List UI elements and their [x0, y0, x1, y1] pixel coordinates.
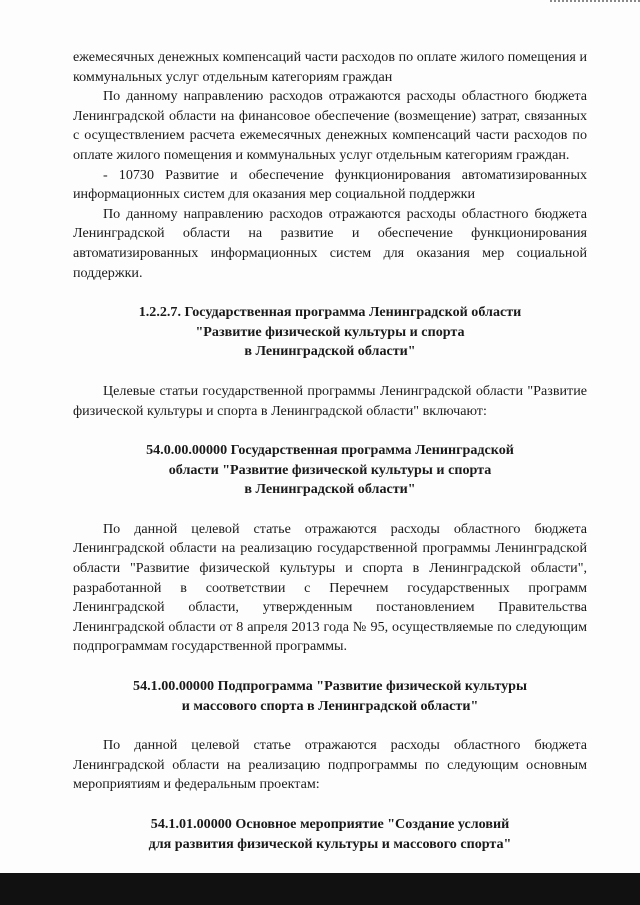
article-heading-54-0 — [73, 441, 587, 500]
heading-line: 54.1.01.00000 Основное мероприятие "Создание условий — [150, 816, 510, 832]
heading-line: 54.1.00.00000 Подпрограмма "Развитие физической культуры — [133, 678, 527, 695]
heading-line: в Ленинградской области" — [244, 481, 416, 498]
heading-line: 54.0.00.00000 Государственная программа Ленинградской — [146, 442, 514, 459]
article-heading-54-1-01 — [73, 815, 587, 854]
paragraph-direction-10730-description: По данному направлению расходов отражаются расходы областного бюджета Ленинградской области на развитие и обеспечение функционирования автоматизированных информационных систем для оказания мер социальной поддержки. — [73, 205, 587, 281]
paragraph-direction-description: По данному направлению расходов отражаются расходы областного бюджета Ленинградской области на финансовое обеспечение (возмещение) затрат, связанных с осуществлением расчета ежемесячных денежных компенсаций части расходов по оплате жилого помещения и коммунальных услуг отдельным категориям граждан. — [73, 88, 587, 163]
paragraph-continuation: ежемесячных денежных компенсаций части расходов по оплате жилого помещения и коммунальных услуг отдельным категориям граждан — [73, 49, 587, 85]
paragraph-direction-10730: - 10730 Развитие и обеспечение функционирования автоматизированных информационных систем для оказания мер социальной поддержки — [73, 166, 587, 203]
section-heading-1-2-2-7 — [73, 303, 587, 362]
scan-artifact-top — [550, 0, 640, 5]
article-text-54-0: По данной целевой статье отражаются расходы областного бюджета Ленинградской области на реализацию государственной программы Ленинградской области "Развитие физической культуры и спорта в Ленинградской области", разработанной в соответствии с Перечнем государственных программ Ленинградской области, утвержденным постановлением Правительства Ленинградской области от 8 апреля 2013 года № 95, осуществляемые по следующим подпрограммам государственной программы. — [73, 520, 587, 655]
heading-line: 1.2.2.7. Государственная программа Ленинградской области — [138, 304, 522, 321]
document-body — [73, 48, 587, 892]
heading-line: области "Развитие физической культуры и спорта — [168, 461, 492, 478]
article-heading-54-1 — [73, 677, 587, 716]
heading-line: "Развитие физической культуры и спорта — [195, 323, 465, 340]
article-text-54-1: По данной целевой статье отражаются расходы областного бюджета Ленинградской области на реализацию подпрограммы по следующим основным мероприятиям и федеральным проектам: — [73, 737, 587, 793]
heading-line: в Ленинградской области" — [244, 343, 416, 360]
heading-line: для развития физической культуры и массового спорта" — [148, 835, 512, 852]
section-intro: Целевые статьи государственной программы Ленинградской области "Развитие физической культуры и спорта в Ленинградской области" включают: — [73, 382, 587, 419]
scan-bottom-border — [0, 873, 640, 905]
heading-line: и массового спорта в Ленинградской области" — [181, 697, 479, 714]
